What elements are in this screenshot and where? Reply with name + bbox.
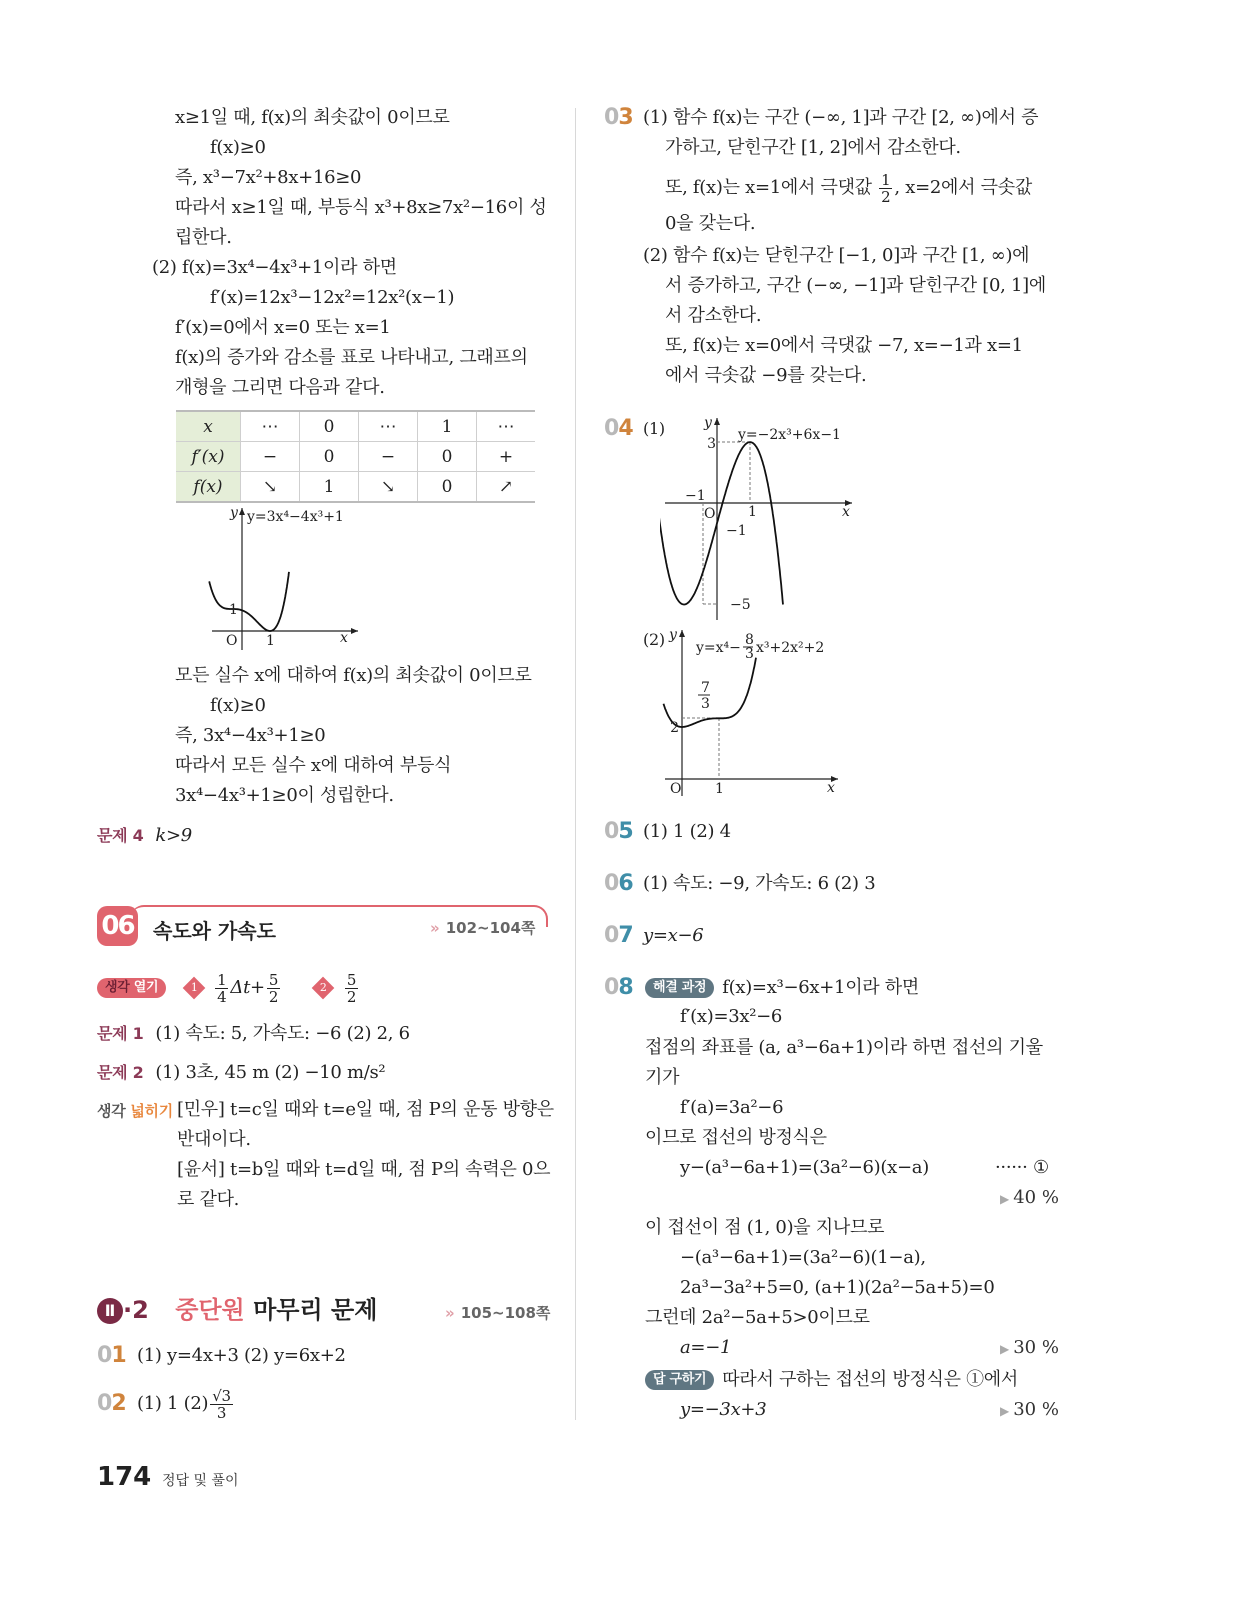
chevron-right-icon: » (445, 1304, 455, 1322)
answer-02 (137, 1386, 235, 1422)
page-range (430, 917, 535, 938)
text-line: 또, f(x)는 x=0에서 극댓값 −7, x=−1과 x=1 (665, 335, 1023, 356)
tick-label: −1 (685, 488, 706, 504)
question-number-04: 04 (604, 416, 633, 441)
x-axis-label: x (340, 630, 348, 646)
table-row (176, 442, 535, 472)
text-line: 반대이다. (177, 1129, 251, 1150)
problem-label: 문제 1 (97, 1024, 144, 1043)
text-line: 가하고, 닫힌구간 [1, 2]에서 감소한다. (665, 137, 961, 158)
graph-quartic (190, 500, 370, 660)
question-number-01: 01 (97, 1343, 126, 1368)
table-cell: 0 (300, 411, 359, 442)
question-number-02: 02 (97, 1391, 126, 1416)
badge-text: 생각 (105, 980, 130, 995)
chapter-header (97, 1294, 377, 1326)
text-line: 이므로 접선의 방정식은 (645, 1127, 827, 1148)
marker-1-icon: 1 (182, 977, 205, 1000)
fraction: $\frac{√3}{3}$ (212, 1386, 231, 1422)
tick-label: 1 (748, 504, 757, 520)
text-line: (2) f(x)=3x⁴−4x³+1이라 하면 (152, 257, 397, 278)
table-cell: ⋯ (477, 411, 536, 442)
table-cell: ↘ (241, 472, 300, 503)
answer: (1) 3초, 45 m (2) −10 m/s² (155, 1062, 386, 1083)
table-cell: 1 (300, 472, 359, 503)
table-cell: ⋯ (241, 411, 300, 442)
y-axis-label: y (704, 415, 712, 431)
answer-07: y=x−6 (643, 925, 704, 946)
section-number-badge: 06 (97, 906, 138, 946)
tick-label: 1 (229, 602, 238, 618)
tick-label: 3 (707, 436, 716, 452)
equation-marker: ······ ① (995, 1157, 1049, 1178)
table-header-cell: f(x) (176, 472, 241, 503)
badge-text: 열기 (133, 980, 159, 995)
text-line: a=−1 (680, 1337, 732, 1358)
text-line: 립한다. (175, 227, 232, 248)
chapter-sub: ·2 (123, 1296, 149, 1324)
fraction: $\frac{5}{2}$ (346, 970, 357, 1006)
text-line: (2) 함수 f(x)는 닫힌구간 [−1, 0]과 구간 [1, ∞)에 (643, 245, 1030, 266)
question-number-05: 05 (604, 819, 633, 844)
think-open-badge (97, 978, 166, 998)
eq-denominator: 3 (745, 646, 754, 662)
curve-equation: y=3x⁴−4x³+1 (247, 509, 344, 525)
table-row (176, 472, 535, 503)
table-header-cell: f′(x) (176, 442, 241, 472)
page-number: 174 (97, 1462, 152, 1492)
origin-label: O (226, 633, 238, 649)
text-line: f′(x)=0에서 x=0 또는 x=1 (175, 317, 391, 338)
text-line: 즉, 3x⁴−4x³+1≥0 (175, 725, 326, 746)
text-line: 로 같다. (177, 1189, 240, 1210)
guide-lines (682, 718, 719, 779)
text-line: 즉, x³−7x²+8x+16≥0 (175, 167, 362, 188)
y-axis-arrow-icon (714, 418, 720, 425)
page-range-text: 102~104쪽 (445, 919, 536, 937)
eq-numerator: 8 (745, 632, 754, 648)
text-line: f(x)≥0 (210, 137, 266, 158)
text-line: 이 접선이 점 (1, 0)을 지나므로 (645, 1217, 885, 1238)
chapter-roman-badge: Ⅱ (97, 1298, 123, 1324)
text-line: [민우] t=c일 때와 t=e일 때, 점 P의 운동 방향은 (177, 1099, 554, 1120)
graph-quartic-2 (660, 624, 860, 800)
x-axis-arrow-icon (351, 628, 358, 634)
text-line: f′(x)=12x³−12x²=12x²(x−1) (210, 287, 455, 308)
text-line: x≥1일 때, f(x)의 최솟값이 0이므로 (175, 107, 450, 128)
y-axis-label: y (669, 627, 677, 643)
table-cell: − (241, 442, 300, 472)
score-percent: ▶ 40 % (1000, 1186, 1059, 1211)
page-range-text: 105~108쪽 (460, 1304, 551, 1322)
text-line: 또, f(x)는 x=1에서 극댓값 $\frac{1}{2}$ , x=2에서 극솟값 (665, 170, 1032, 206)
origin-label: O (670, 781, 682, 797)
text-line: f′(a)=3a²−6 (680, 1097, 784, 1118)
table-cell: ⋯ (359, 411, 418, 442)
part-label: (2) (643, 630, 665, 649)
table-cell: 0 (300, 442, 359, 472)
chapter-title-b: 마무리 문제 (253, 1296, 378, 1324)
text-line: 따라서 모든 실수 x에 대하여 부등식 (175, 755, 452, 776)
text-line: 답 구하기 따라서 구하는 접선의 방정식은 ①에서 (645, 1368, 1018, 1392)
text-line: −(a³−6a+1)=(3a²−6)(1−a), (680, 1247, 926, 1268)
chapter-title-a: 중단원 (175, 1296, 245, 1324)
text-line: 그런데 2a²−5a+5>0이므로 (645, 1307, 870, 1328)
problem-label: 문제 4 (97, 826, 144, 845)
text-line: y=−3x+3 (680, 1399, 767, 1420)
graph-cubic (660, 412, 860, 622)
text-line: f(x)≥0 (210, 695, 266, 716)
curve-equation: y=−2x³+6x−1 (738, 427, 841, 443)
label-text: 생각 (97, 1102, 126, 1120)
origin-label: O (704, 506, 716, 522)
y-axis-label: y (230, 505, 238, 521)
page-range (445, 1302, 550, 1323)
text-line: 서 감소한다. (665, 305, 762, 326)
text-line: 따라서 x≥1일 때, 부등식 x³+8x≥7x²−16이 성 (175, 197, 547, 218)
text-line: (1) 함수 f(x)는 구간 (−∞, 1]과 구간 [2, ∞)에서 증 (643, 107, 1039, 128)
fraction: $\frac{1}{4}$ (217, 970, 227, 1006)
text-line: y−(a³−6a+1)=(3a²−6)(x−a) (680, 1157, 929, 1178)
answer-05: (1) 1 (2) 4 (643, 821, 731, 842)
y-axis-arrow-icon (679, 630, 685, 637)
tick-label: 1 (715, 781, 724, 797)
y-axis-arrow-icon (239, 508, 245, 515)
answer-text: (1) 1 (2) (137, 1393, 209, 1414)
tick-label: 1 (266, 633, 275, 649)
curve (660, 425, 783, 605)
table-cell: 1 (418, 411, 477, 442)
tick-label: −1 (726, 523, 747, 539)
table-cell: + (477, 442, 536, 472)
answer: (1) 속도: 5, 가속도: −6 (2) 2, 6 (155, 1023, 410, 1044)
problem-label: 문제 2 (97, 1063, 144, 1082)
fraction: $\frac{1}{2}$ (881, 170, 891, 206)
problem-2 (97, 1061, 385, 1085)
text-line: 접점의 좌표를 (a, a³−6a+1)이라 하면 접선의 기울 (645, 1037, 1043, 1058)
part-label: (1) (643, 419, 665, 438)
text-line: 해결 과정 f(x)=x³−6x+1이라 하면 (645, 976, 919, 1000)
text-line: f′(x)=3x²−6 (680, 1006, 783, 1027)
marker-2-icon: 2 (312, 977, 335, 1000)
text-line: 3x⁴−4x³+1≥0이 성립한다. (175, 785, 394, 806)
table-cell: 0 (418, 442, 477, 472)
section-title: 속도와 가속도 (153, 919, 276, 943)
tick-label: 2 (670, 720, 679, 736)
answer: k>9 (155, 825, 192, 846)
increase-decrease-table (176, 410, 535, 503)
table-row (176, 411, 535, 442)
question-number-06: 06 (604, 871, 633, 896)
text-line: [윤서] t=b일 때와 t=d일 때, 점 P의 속력은 0으 (177, 1159, 551, 1180)
footer-title: 정답 및 풀이 (162, 1473, 239, 1489)
score-percent: ▶ 30 % (1000, 1336, 1059, 1361)
table-cell: − (359, 442, 418, 472)
text-line: 모든 실수 x에 대하여 f(x)의 최솟값이 0이므로 (175, 665, 532, 686)
text-line: 기가 (645, 1067, 680, 1088)
chevron-right-icon: » (430, 919, 440, 937)
think-open-row (97, 970, 360, 1006)
question-number-08: 08 (604, 975, 633, 1000)
table-cell: ↗ (477, 472, 536, 503)
text-line: 2a³−3a²+5=0, (a+1)(2a²−5a+5)=0 (680, 1277, 995, 1298)
column-divider (575, 108, 576, 1420)
fraction: $\frac{5}{2}$ (268, 970, 279, 1006)
text-line: f(x)의 증가와 감소를 표로 나타내고, 그래프의 (175, 347, 528, 368)
table-cell: 0 (418, 472, 477, 503)
table-header-cell: x (176, 411, 241, 442)
x-axis-label: x (842, 504, 850, 520)
problem-4 (97, 824, 192, 848)
text-line: 0을 갖는다. (665, 213, 756, 234)
curve (209, 572, 289, 631)
think-expand-label (97, 1099, 173, 1123)
question-number-07: 07 (604, 923, 633, 948)
expression: Δt+ (230, 977, 265, 998)
question-number-03: 03 (604, 105, 633, 130)
find-answer-badge: 답 구하기 (645, 1370, 714, 1390)
label-text: 넓히기 (130, 1102, 173, 1120)
x-axis-label: x (827, 780, 835, 796)
curve-equation-end: x³+2x²+2 (756, 640, 825, 656)
curve-equation-start: y=x⁴− (696, 640, 741, 656)
answer-06: (1) 속도: −9, 가속도: 6 (2) 3 (643, 873, 876, 894)
score-percent: ▶ 30 % (1000, 1398, 1059, 1423)
fraction-denominator: 3 (701, 696, 710, 712)
tick-label: −5 (730, 597, 751, 613)
problem-1 (97, 1022, 410, 1046)
text-line: 서 증가하고, 구간 (−∞, −1]과 닫힌구간 [0, 1]에 (665, 275, 1046, 296)
text-line: 에서 극솟값 −9를 갖는다. (665, 365, 867, 386)
solution-process-badge: 해결 과정 (645, 978, 714, 998)
fraction-numerator: 7 (701, 680, 710, 696)
answer-01: (1) y=4x+3 (2) y=6x+2 (137, 1345, 346, 1366)
text-line: 개형을 그리면 다음과 같다. (175, 377, 385, 398)
table-cell: ↘ (359, 472, 418, 503)
